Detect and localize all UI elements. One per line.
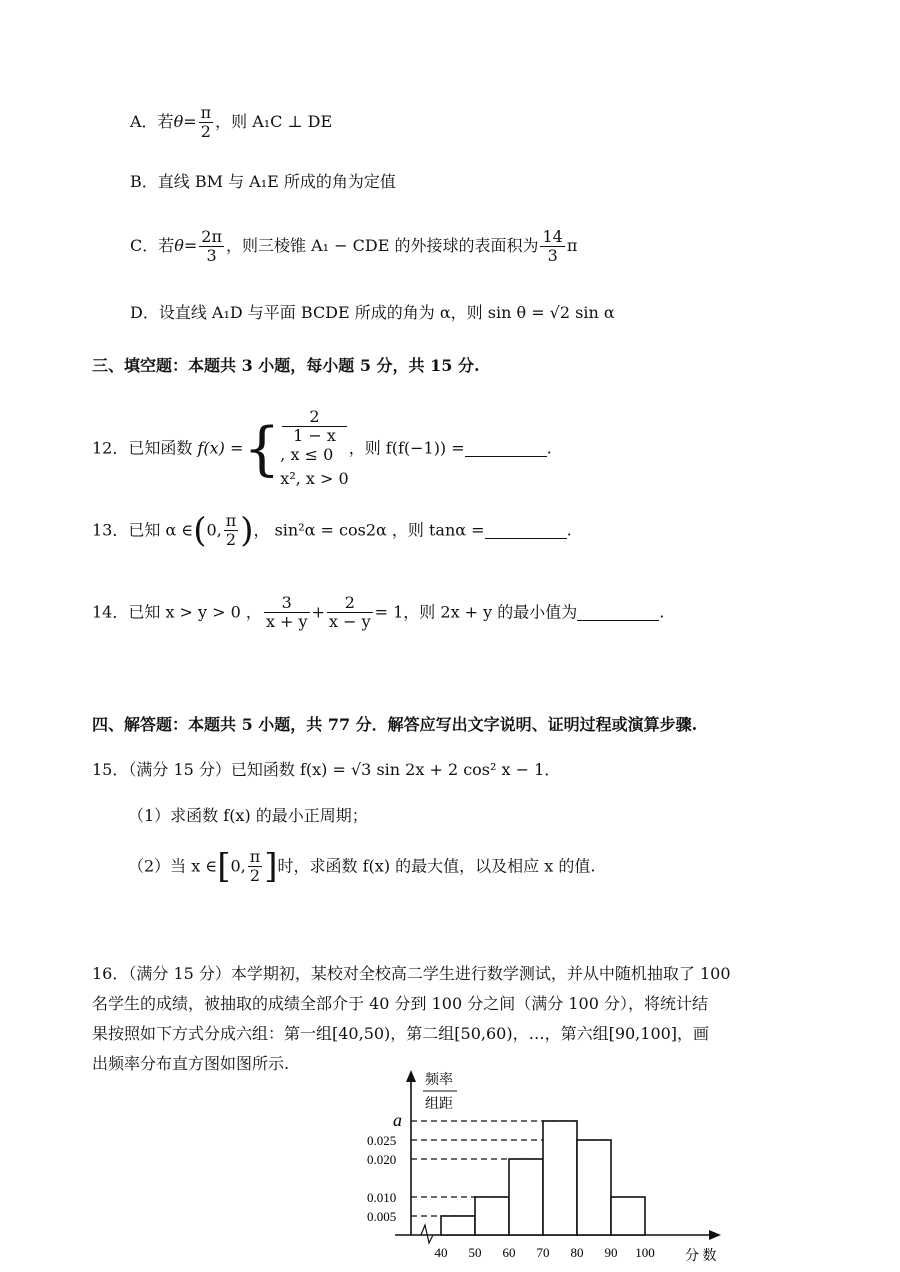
option-a-rest: ，则 A₁C ⊥ DE (215, 112, 333, 131)
q15-p2-fraction: $\frac{\pi}{2}$ (249, 847, 261, 885)
option-c-theta: θ= (174, 236, 198, 255)
x-tick-label-2: 50 (468, 1245, 482, 1260)
question-13 (92, 512, 572, 549)
y-tick-label-4: 0.010 (367, 1190, 397, 1205)
histogram-bars (441, 1121, 645, 1235)
histogram-y-ticks (367, 1110, 402, 1224)
q14-eq: = 1，则 2x + y 的最小值为 (374, 602, 578, 622)
q15-part1: （1）求函数 f(x) 的最小正周期； (128, 806, 368, 825)
q15-stem: 15．（满分 15 分）已知函数 f(x) = √3 sin 2x + 2 cos² x − 1． (92, 760, 561, 779)
q12-case2: x², x > 0 (280, 469, 349, 488)
option-a-fraction: $\frac{\pi}{2}$ (200, 103, 212, 141)
q14-plus: + (311, 602, 325, 622)
q16-line2: 名学生的成绩，被抽取的成绩全部介于 40 分到 100 分之间（满分 100 分），将统计结 (92, 994, 708, 1013)
y-tick-label-2: 0.025 (367, 1133, 397, 1148)
q12-piecewise (280, 408, 348, 489)
histogram-bar-2 (475, 1197, 509, 1235)
option-a (130, 104, 332, 141)
q13-label: 13．已知 α ∈ (92, 520, 194, 540)
x-axis-arrow (709, 1230, 721, 1240)
y-label-num: 频率 (425, 1073, 453, 1088)
q16-line1: 16．（满分 15 分）本学期初，某校对全校高二学生进行数学测试，并从中随机抽取了 100 (92, 964, 731, 983)
x-tick-label-5: 80 (570, 1245, 584, 1260)
y-tick-label-3: 0.020 (367, 1152, 397, 1167)
q14-end: . (659, 602, 665, 622)
axis-break-mark (421, 1225, 433, 1243)
q13-paren-right: ) (240, 510, 254, 551)
histogram-bar-5 (577, 1140, 611, 1235)
q13-end: . (566, 520, 572, 540)
option-c (130, 228, 577, 265)
histogram-bar-4 (543, 1121, 577, 1235)
y-tick-label-1: a (393, 1110, 402, 1130)
q13-paren-left: ( (193, 510, 207, 551)
question-12 (92, 407, 552, 488)
q14-answer-blank[interactable] (577, 604, 659, 621)
frequency-histogram (355, 1066, 735, 1266)
q12-end: . (546, 438, 552, 458)
q12-label: 12．已知函数 (92, 438, 193, 458)
q12-fx: f(x) = (197, 438, 244, 458)
histogram-bar-6 (611, 1197, 645, 1235)
question-15-part-1 (128, 806, 368, 826)
question-15-part-2 (128, 848, 595, 885)
q13-mid: ， sin²α = cos2α ，则 tanα = (253, 520, 485, 540)
question-16-line-4 (92, 1054, 289, 1074)
q12-ask: ，则 f(f(−1)) = (348, 438, 465, 458)
q15-bracket-right: ] (264, 846, 278, 887)
option-a-theta: θ= (173, 112, 197, 131)
q12-brace: { (243, 414, 281, 483)
q13-answer-blank[interactable] (485, 522, 567, 539)
section4-title: 四、解答题：本题共 5 小题，共 77 分．解答应写出文字说明、证明过程或演算步骤. (92, 715, 698, 734)
x-tick-label-7: 100 (635, 1245, 655, 1260)
y-label-den: 组距 (425, 1097, 453, 1112)
option-c-answer-fraction: $\frac{14}{3}$ (542, 227, 563, 265)
option-a-label: A．若 (130, 112, 174, 131)
section4-heading (92, 715, 697, 735)
question-16-line-2 (92, 994, 708, 1014)
q16-line4: 出频率分布直方图如图所示. (92, 1054, 290, 1073)
q15-p2-pre: （2）当 x ∈ (128, 856, 218, 876)
q13-zero: 0, (206, 520, 222, 540)
q14-fraction-2: $\frac{2}{x - y}$ (328, 593, 371, 631)
question-16-line-3 (92, 1024, 709, 1044)
y-tick-label-5: 0.005 (367, 1209, 397, 1224)
q12-case1-cond: , x ≤ 0 (280, 445, 334, 464)
q12-answer-blank[interactable] (465, 440, 547, 457)
section3-title: 三、填空题：本题共 3 小题，每小题 5 分，共 15 分. (92, 356, 480, 375)
q12-case1-fraction: 2 1 − x (282, 408, 346, 445)
x-tick-label-6: 90 (604, 1245, 618, 1260)
option-d (130, 303, 615, 323)
x-label: 分 数 (685, 1249, 717, 1264)
option-c-label: C．若 (130, 236, 175, 255)
x-tick-label-1: 40 (434, 1245, 448, 1260)
histogram-bar-1 (441, 1216, 475, 1235)
x-tick-label-3: 60 (502, 1245, 516, 1260)
option-d-text: D．设直线 A₁D 与平面 BCDE 所成的角为 α，则 sin θ = √2 sin α (130, 303, 615, 322)
q14-label: 14．已知 x > y > 0 ， (92, 602, 262, 622)
question-16-line-1 (92, 964, 731, 984)
option-c-fraction: $\frac{2\pi}{3}$ (201, 227, 222, 265)
q15-bracket-left: [ (217, 846, 231, 887)
histogram-x-ticks (435, 1245, 655, 1260)
q15-p2-zero: 0, (230, 856, 246, 876)
option-b (130, 172, 396, 192)
x-tick-label-4: 70 (536, 1245, 550, 1260)
q15-p2-post: 时，求函数 f(x) 的最大值，以及相应 x 的值. (277, 856, 596, 876)
q16-line3: 果按照如下方式分成六组：第一组[40,50)，第二组[50,60)，…，第六组[90,100]，画 (92, 1024, 710, 1043)
question-15-stem (92, 760, 560, 780)
histogram-bar-3 (509, 1159, 543, 1235)
y-axis-arrow (406, 1070, 416, 1082)
option-b-text: B．直线 BM 与 A₁E 所成的角为定值 (130, 172, 396, 191)
q13-fraction: $\frac{\pi}{2}$ (225, 511, 237, 549)
section3-heading (92, 356, 480, 376)
option-c-mid: ，则三棱锥 A₁ − CDE 的外接球的表面积为 (226, 236, 539, 255)
q14-fraction-1: $\frac{3}{x + y}$ (265, 593, 308, 631)
option-c-pi: π (566, 236, 578, 255)
question-14 (92, 594, 664, 631)
